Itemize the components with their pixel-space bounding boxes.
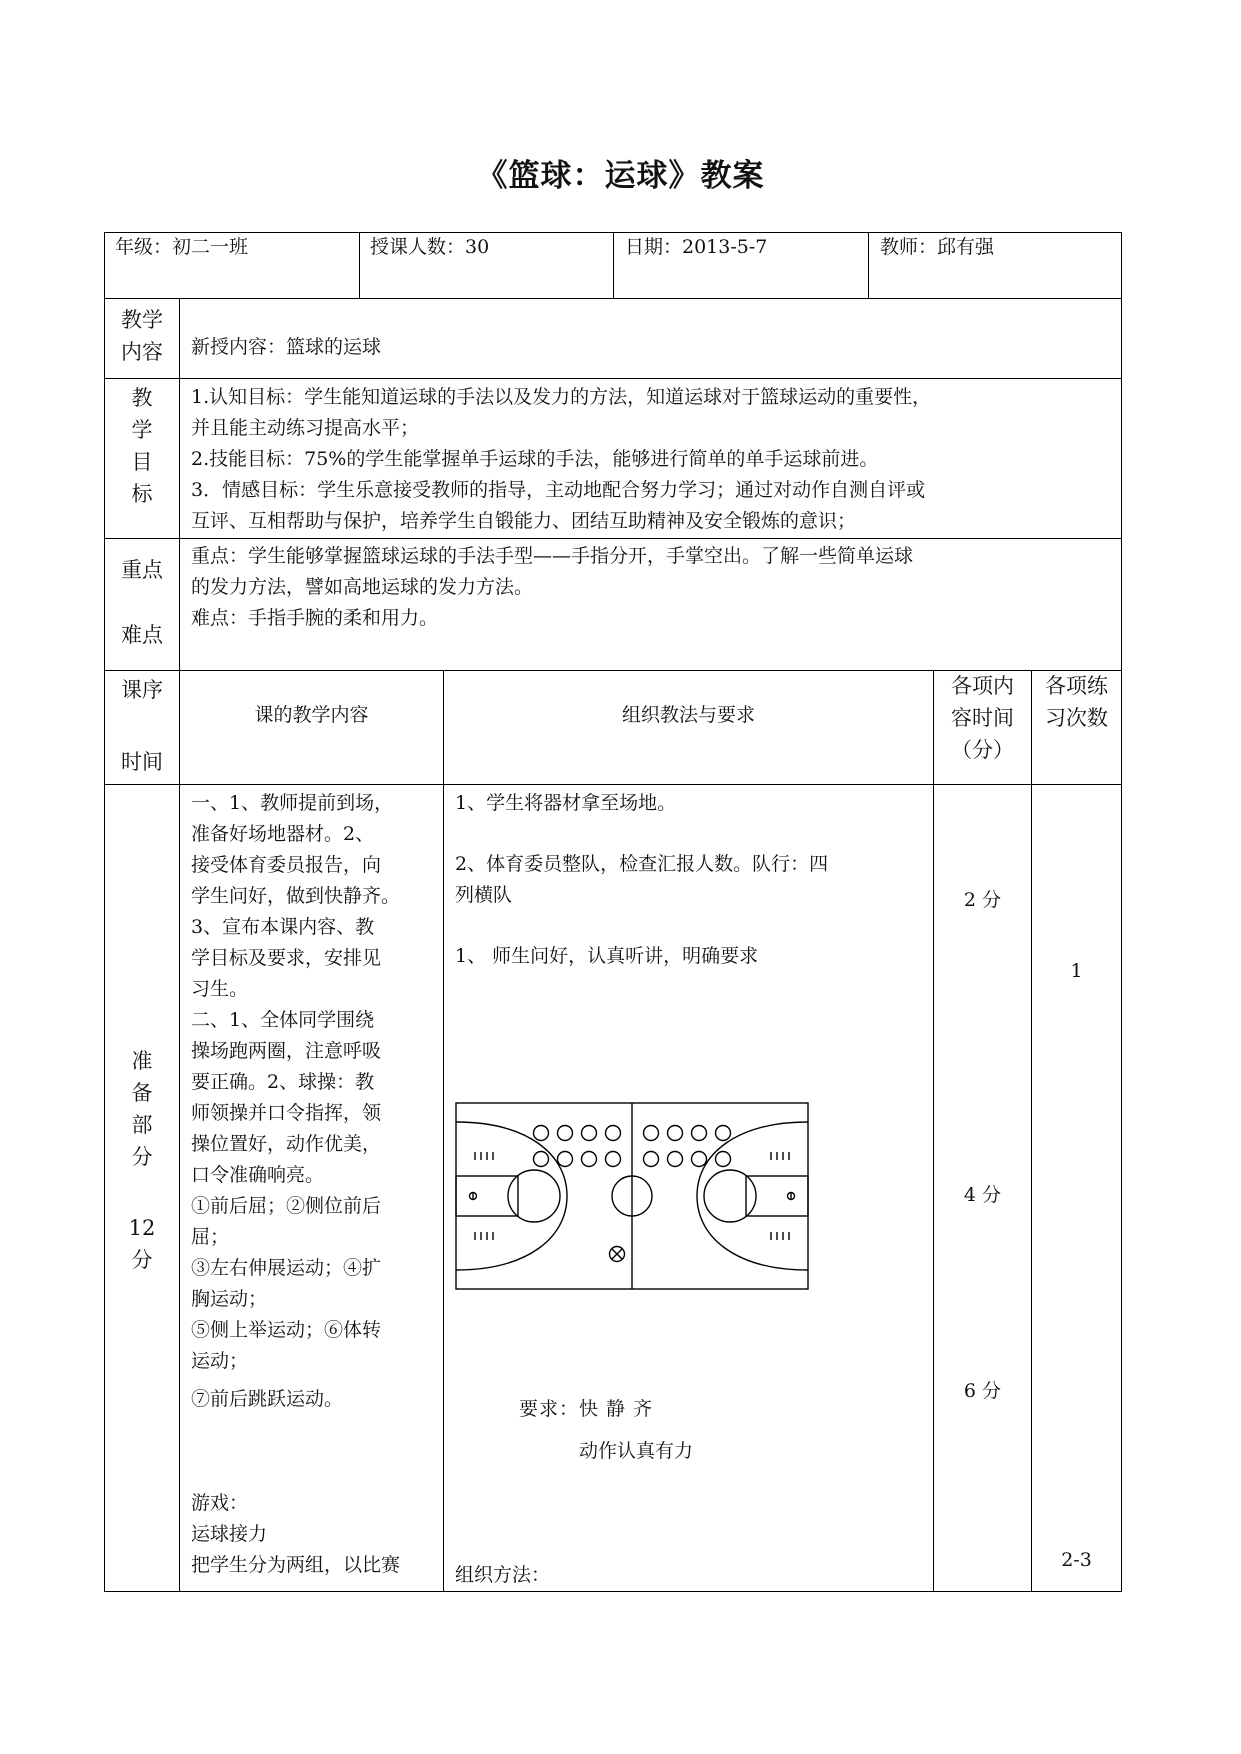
method-line: 2、体育委员整队，检查汇报人数。队行：四 <box>455 853 829 875</box>
game-line: 游戏： <box>191 1492 249 1514</box>
method-header: 组织教法与要求 <box>621 704 755 726</box>
content-line: ①前后屈；②侧位前后 <box>191 1195 382 1217</box>
content-line: 3、宣布本课内容、教 <box>191 916 375 938</box>
content-line: 运动； <box>191 1350 249 1372</box>
content-line: 习生。 <box>191 978 249 1000</box>
goal-line: 互评、互相帮助与保护，培养学生自锻能力、团结互助精神及安全锻炼的意识； <box>191 510 857 532</box>
section-minutes: 12 分 <box>128 1216 156 1272</box>
duration-value: 4 分 <box>963 1184 1002 1206</box>
requirement-2: 动作认真有力 <box>579 1440 694 1462</box>
key-line: 重点：学生能够掌握篮球运球的手法手型——手指分开，手掌空出。了解一些简单运球 <box>191 545 914 567</box>
key-line: 的发力方法，譬如高地运球的发力方法。 <box>191 576 534 598</box>
content-line: 口令准确响亮。 <box>191 1164 325 1186</box>
content-text: 新授内容：篮球的运球 <box>191 336 382 358</box>
key-line: 难点：手指手腕的柔和用力。 <box>191 607 439 629</box>
date-field: 日期：2013-5-7 <box>625 236 768 258</box>
order-label: 课序 <box>121 678 163 702</box>
basketball-court-diagram <box>455 1102 810 1292</box>
duration-value: 6 分 <box>963 1380 1002 1402</box>
content-line: 一、1、教师提前到场， <box>191 792 394 814</box>
goal-line: 2.技能目标：75%的学生能掌握单手运球的手法，能够进行简单的单手运球前进。 <box>191 448 879 470</box>
content-line: 二、1、全体同学围绕 <box>191 1009 375 1031</box>
content-line: ③左右伸展运动；④扩 <box>191 1257 382 1279</box>
content-line: 师领操并口令指挥，领 <box>191 1102 382 1124</box>
method-line: 1、学生将器材拿至场地。 <box>455 792 677 814</box>
content-line: 屈； <box>191 1226 230 1248</box>
content-line: 要正确。2、球操：教 <box>191 1071 375 1093</box>
content-label: 教学 内容 <box>121 308 163 364</box>
reps-value: 1 <box>1070 960 1083 982</box>
duration-value: 2 分 <box>963 889 1002 911</box>
time-label: 时间 <box>121 750 163 774</box>
content-line: 学生问好，做到快静齐。 <box>191 885 401 907</box>
goal-line: 1.认知目标：学生能知道运球的手法以及发力的方法，知道运球对于篮球运动的重要性， <box>191 386 932 408</box>
content-line: 操场跑两圈，注意呼吸 <box>191 1040 382 1062</box>
method-line: 1、 师生问好，认真听讲，明确要求 <box>455 945 759 967</box>
content-line: 准备好场地器材。2、 <box>191 823 375 845</box>
teaching-content-header: 课的教学内容 <box>254 704 369 726</box>
requirement-1: 要求：快 静 齐 <box>519 1398 654 1420</box>
key-label: 重点 难点 <box>121 558 163 647</box>
game-line: 把学生分为两组，以比赛 <box>191 1554 401 1576</box>
goal-line: 并且能主动练习提高水平； <box>191 417 420 439</box>
organization-method: 组织方法： <box>455 1564 551 1586</box>
goal-line: 3．情感目标：学生乐意接受教师的指导，主动地配合努力学习；通过对动作自测自评或 <box>191 479 926 501</box>
teacher-field: 教师：邱有强 <box>880 236 995 258</box>
document-title: 《篮球：运球》教案 <box>476 158 765 194</box>
student-count-field: 授课人数：30 <box>370 236 490 258</box>
reps-header: 各项练 习次数 <box>1045 674 1108 730</box>
method-line: 列横队 <box>455 884 513 906</box>
goals-label: 教 学 目 标 <box>131 386 153 506</box>
content-line: 操位置好，动作优美， <box>191 1133 382 1155</box>
duration-header: 各项内 容时间 （分） <box>951 674 1014 762</box>
content-line: ⑤侧上举运动；⑥体转 <box>191 1319 382 1341</box>
section-label: 准 备 部 分 <box>131 1049 153 1169</box>
grade-field: 年级：初二一班 <box>115 236 249 258</box>
content-line: 接受体育委员报告，向 <box>191 854 382 876</box>
content-line: 胸运动； <box>191 1288 268 1310</box>
content-line: ⑦前后跳跃运动。 <box>191 1388 344 1410</box>
reps-value: 2-3 <box>1061 1549 1092 1571</box>
game-line: 运球接力 <box>191 1523 268 1545</box>
content-line: 学目标及要求，安排见 <box>191 947 382 969</box>
